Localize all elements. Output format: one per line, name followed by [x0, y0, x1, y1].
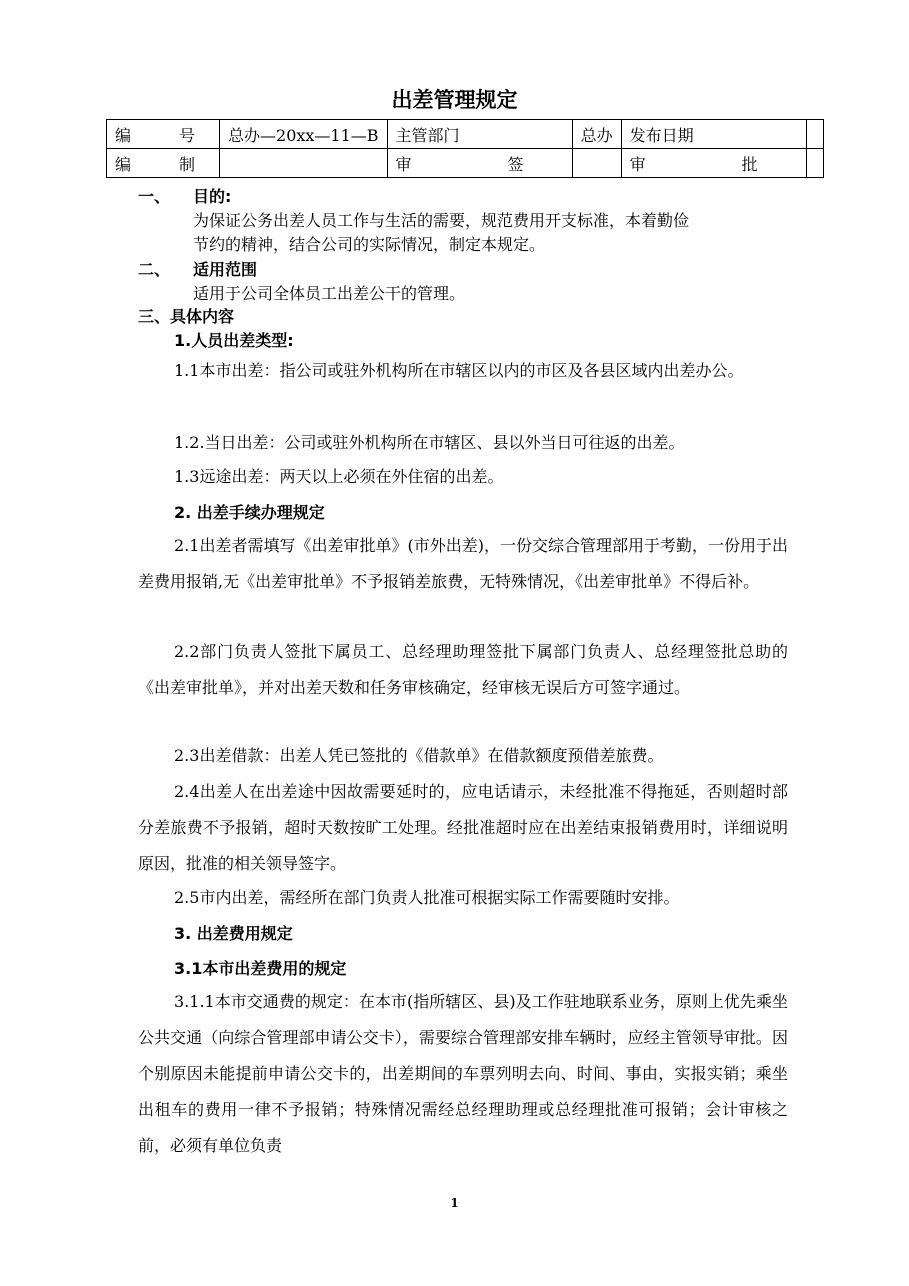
value-compiled — [220, 149, 388, 178]
label-publish-date: 发布日期 — [621, 120, 806, 149]
value-number: 总办—20xx—11—B — [220, 120, 388, 149]
section-3-title: 三、具体内容 — [138, 307, 235, 326]
paragraph-2-5: 2.5市内出差，需经所在部门负责人批准可根据实际工作需要随时安排。 — [174, 888, 680, 907]
value-publish-date — [806, 120, 823, 149]
document-title: 出差管理规定 — [391, 88, 518, 112]
heading-3: 3. 出差费用规定 — [174, 924, 293, 943]
paragraph-2-2: 2.2部门负责人签批下属员工、总经理助理签批下属部门负责人、总经理签批总助的《出差审批单》，并对出差天数和任务审核确定，经审核无误后方可签字通过。 — [138, 642, 788, 697]
label-department: 主管部门 — [387, 120, 572, 149]
paragraph-1-2: 1.2.当日出差：公司或驻外机构所在市辖区、县以外当日可往返的出差。 — [174, 433, 685, 452]
heading-2: 2. 出差手续办理规定 — [174, 503, 325, 522]
value-review — [572, 149, 621, 178]
paragraph-2-3: 2.3出差借款：出差人凭已签批的《借款单》在借款额度预借差旅费。 — [174, 746, 664, 765]
label-compiled: 编 制 — [107, 149, 220, 178]
paragraph-2-4: 2.4出差人在出差途中因故需要延时的，应电话请示，未经批准不得拖延，否则超时部分差旅费不予报销，超时天数按旷工处理。经批准超时应在出差结束报销费用时，详细说明原因，批准的相关领导签字。 — [138, 782, 788, 873]
paragraph-2-1: 2.1出差者需填写《出差审批单》(市外出差)，一份交综合管理部用于考勤，一份用于出差费用报销,无《出差审批单》不予报销差旅费，无特殊情况，《出差审批单》不得后补。 — [138, 536, 788, 591]
section-2-text: 适用于公司全体员工出差公干的管理。 — [193, 284, 466, 303]
paragraph-1-1: 1.1本市出差：指公司或驻外机构所在市辖区以内的市区及各县区域内出差办公。 — [174, 361, 744, 380]
section-1-text-line1: 为保证公务出差人员工作与生活的需要，规范费用开支标准，本着勤俭 — [193, 211, 690, 230]
paragraph-1-3: 1.3远途出差：两天以上必须在外住宿的出差。 — [174, 467, 504, 486]
section-1-number: 一、 — [138, 187, 171, 206]
section-1-text-line2: 节约的精神，结合公司的实际情况，制定本规定。 — [193, 235, 546, 254]
header-row-2 — [107, 149, 824, 178]
section-2-number: 二、 — [138, 260, 171, 279]
heading-1: 1.人员出差类型: — [174, 331, 294, 350]
section-2-title: 适用范围 — [193, 260, 258, 279]
paragraph-3-1-1: 3.1.1本市交通费的规定：在本市(指所辖区、县)及工作驻地联系业务，原则上优先乘坐公共交通（向综合管理部申请公交卡），需要综合管理部安排车辆时，应经主管领导审批。因个别原因未能提前申请公交卡的，出差期间的车票列明去向、时间、事由，实报实销；乘坐出租车的费用一律不予报销；特殊情况需经总经理助理或总经理批准可报销；会计审核之前，必须有单位负责 — [138, 992, 788, 1155]
label-number: 编 号 — [107, 120, 220, 149]
page-number: 1 — [450, 1196, 459, 1210]
value-approve — [806, 149, 823, 178]
header-row-1 — [107, 120, 824, 149]
value-department: 总办 — [572, 120, 621, 149]
label-approve: 审 批 — [621, 149, 806, 178]
label-review: 审 签 — [387, 149, 572, 178]
section-1-title: 目的: — [193, 187, 232, 206]
header-table — [106, 119, 824, 178]
heading-3-1: 3.1本市出差费用的规定 — [174, 959, 347, 978]
